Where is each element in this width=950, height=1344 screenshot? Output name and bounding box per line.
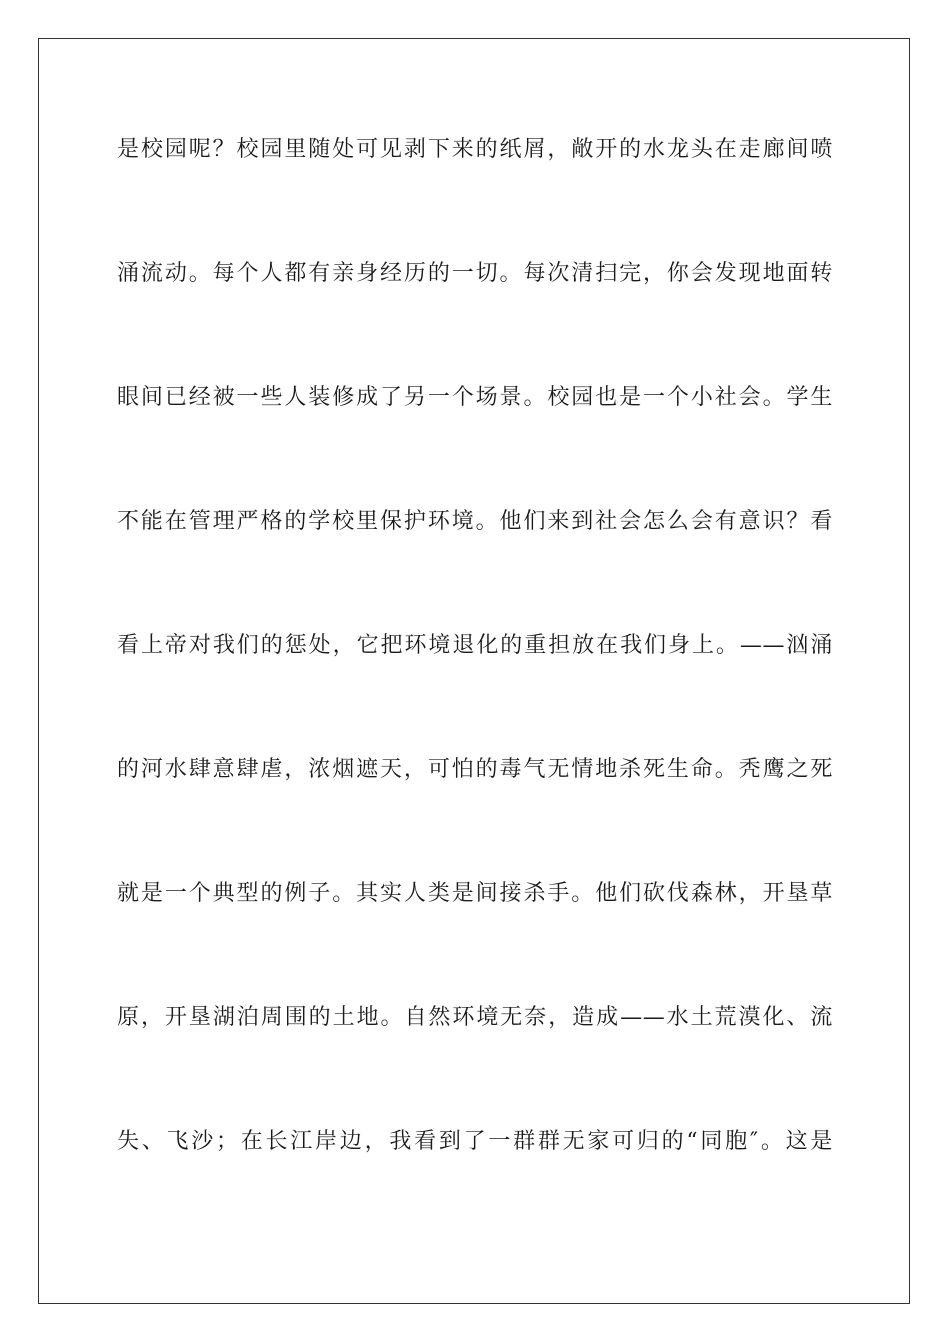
text-line: 涌流动。每个人都有亲身经历的一切。每次清扫完，你会发现地面转: [117, 261, 833, 286]
text-line: 眼间已经被一些人装修成了另一个场景。校园也是一个小社会。学生: [117, 385, 833, 410]
text-line: 不能在管理严格的学校里保护环境。他们来到社会怎么会有意识？看: [117, 509, 833, 534]
body-text: [117, 126, 833, 1242]
text-line: 就是一个典型的例子。其实人类是间接杀手。他们砍伐森林，开垦草: [117, 881, 833, 906]
text-line: 原，开垦湖泊周围的土地。自然环境无奈，造成——水土荒漠化、流: [117, 1005, 833, 1030]
text-line: 看上帝对我们的惩处，它把环境退化的重担放在我们身上。——汹涌: [117, 633, 833, 658]
text-line: 是校园呢？校园里随处可见剥下来的纸屑，敞开的水龙头在走廊间喷: [117, 137, 833, 162]
text-line: 失、飞沙；在长江岸边，我看到了一群群无家可归的“同胞″。这是: [117, 1129, 833, 1154]
text-line: 的河水肆意肆虐，浓烟遮天，可怕的毒气无情地杀死生命。秃鹰之死: [117, 757, 833, 782]
